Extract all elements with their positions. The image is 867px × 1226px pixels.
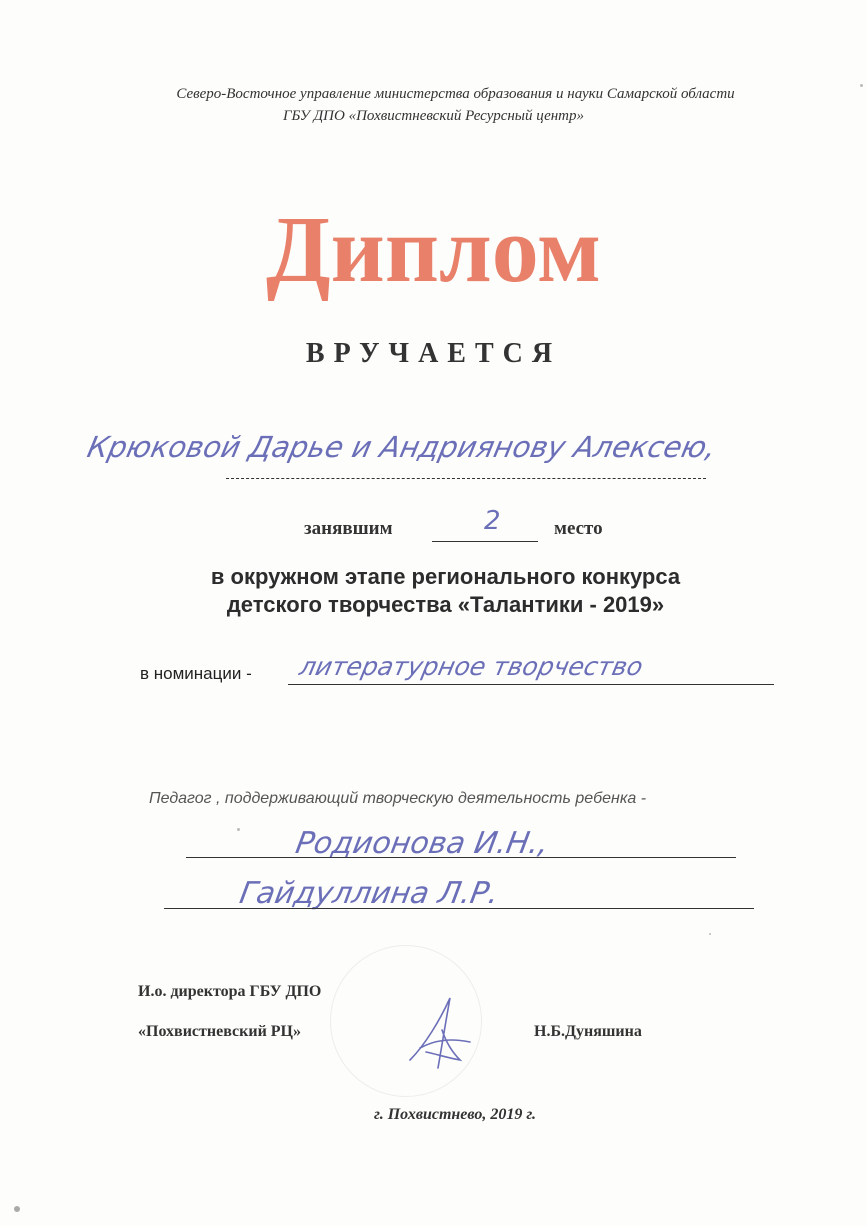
nomination-line (288, 684, 774, 685)
director-position: И.о. директора ГБУ ДПО (138, 983, 322, 1000)
nomination-handwritten: литературное творчество (296, 652, 646, 681)
header-organization: Северо-Восточное управление министерства образования и науки Самарской области (176, 86, 735, 102)
teacher-label: Педагог , поддерживающий творческую деятельность ребенка - (149, 790, 647, 807)
director-name: Н.Б.Дуняшина (534, 1023, 642, 1040)
teacher-name-1-handwritten: Родионова И.Н., (292, 826, 552, 861)
city-year: г. Похвистнево, 2019 г. (374, 1106, 537, 1123)
header-center: ГБУ ДПО «Похвистневский Ресурсный центр» (282, 108, 585, 124)
scan-speck (14, 1206, 20, 1212)
contest-line-2: детского творчества «Талантики - 2019» (226, 592, 665, 617)
contest-line-1: в окружном этапе регионального конкурса (210, 564, 681, 589)
awarded-heading: ВРУЧАЕТСЯ (305, 338, 562, 369)
nomination-label: в номинации - (140, 664, 252, 683)
director-signature-icon (380, 990, 490, 1080)
scan-speck (709, 933, 711, 935)
place-suffix: место (554, 518, 603, 539)
recipient-line (226, 478, 706, 479)
scan-speck (860, 84, 863, 87)
teacher-line-1 (186, 857, 736, 858)
director-organization: «Похвистневский РЦ» (138, 1023, 301, 1040)
place-prefix: занявшим (304, 518, 393, 539)
teacher-line-2 (164, 908, 754, 909)
place-line (432, 541, 538, 542)
recipient-handwritten: Крюковой Дарье и Андриянову Алексею, (84, 430, 720, 464)
scan-speck (237, 828, 240, 831)
place-handwritten: 2 (484, 506, 501, 536)
teacher-name-2-handwritten: Гайдуллина Л.Р. (236, 876, 502, 911)
diploma-title: Диплом (266, 198, 601, 302)
